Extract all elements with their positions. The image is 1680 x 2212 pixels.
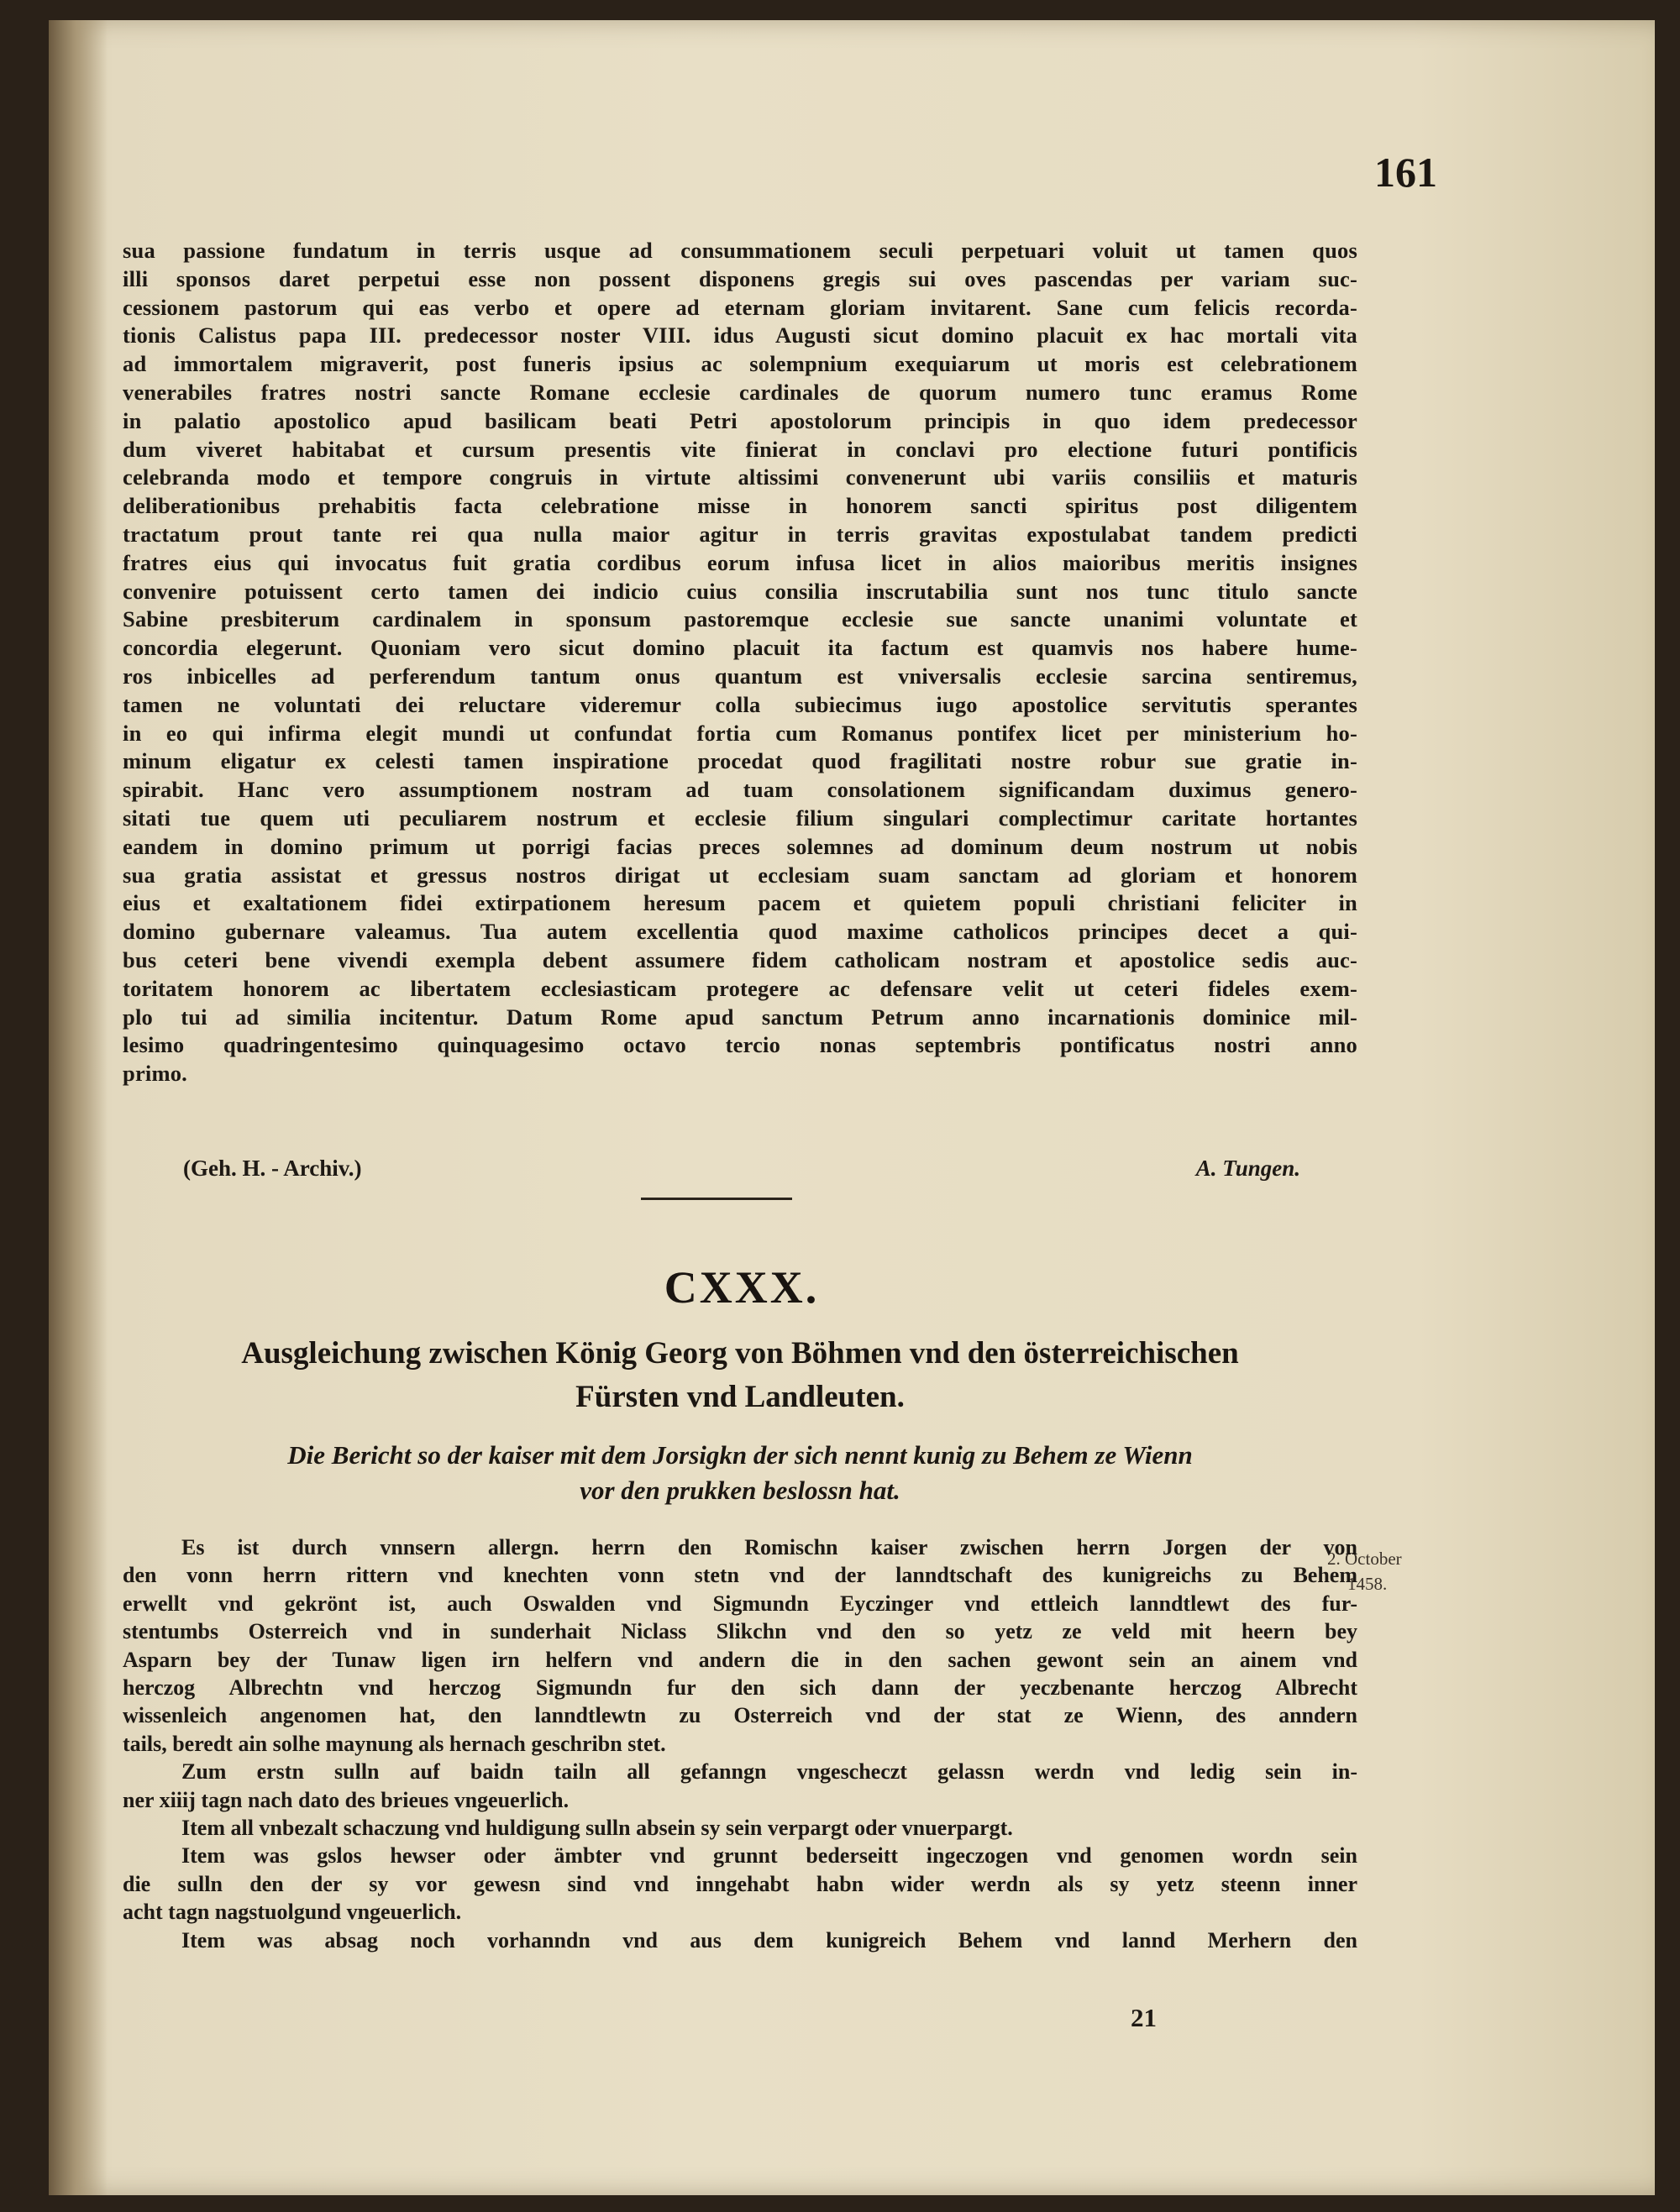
title-line: Ausgleichung zwischen König Georg von Böhmen vnd den österreichischen (241, 1336, 1239, 1371)
document-footer-row (183, 1156, 1300, 1182)
signature-mark: 21 (1131, 2003, 1157, 2032)
text-line: tails, beredt ain solhe maynung als hernach geschribn stet. (123, 1731, 666, 1756)
text-line: stentumbs Osterreich vnd in sunderhait Niclass Slikchn vnd den so yetz ze veld mit heern bey (123, 1619, 1357, 1644)
text-line: erwellt vnd gekrönt ist, auch Oswalden vnd Sigmundn Eyczinger vnd ettleich lanndtlewt des fur- (123, 1591, 1357, 1616)
margin-date-line: 1458. (1347, 1574, 1388, 1594)
page-number: 161 (1374, 149, 1437, 196)
text-line: eius et exaltationem fidei extirpationem heresum pacem et quietem populi christiani feliciter in (123, 890, 1357, 916)
text-line: in eo qui infirma elegit mundi ut confundat fortia cum Romanus pontifex licet per ministerium ho- (123, 720, 1357, 746)
book-page (49, 20, 1655, 2195)
text-line: minum eligatur ex celesti tamen inspiratione procedat quod fragilitati nostre robur sue gratie in- (123, 748, 1357, 774)
text-line: domino gubernare valeamus. Tua autem excellentia quod maxime catholicos principes decet a qui- (123, 919, 1357, 945)
text-line: Item was gslos hewser oder ämbter vnd grunnt bederseitt ingeczogen vnd genomen wordn sein (181, 1843, 1357, 1869)
text-line: ad immortalem migraverit, post funeris ipsius ac solempnium exequiarum ut moris est celebrationem (123, 351, 1357, 377)
text-line: celebranda modo et tempore congruis in virtute altissimi convenerunt ubi variis consiliis et maturis (123, 464, 1357, 490)
text-line: concordia elegerunt. Quoniam vero sicut domino placuit ita factum est quamvis nos habere hume- (123, 635, 1357, 661)
text-line: venerabiles fratres nostri sancte Romane ecclesie cardinales de quorum numero tunc eramus Rome (123, 379, 1357, 405)
text-line: Zum erstn sulln auf baidn tailn all gefanngn vngescheczt gelassn werdn vnd ledig sein in- (181, 1759, 1357, 1785)
text-line: lesimo quadringentesimo quinquagesimo octavo tercio nonas septembris pontificatus nostri anno (123, 1032, 1357, 1058)
text-line: primo. (123, 1061, 188, 1087)
section-divider (641, 1198, 792, 1200)
text-line: plo tui ad similia incitentur. Datum Rome apud sanctum Petrum anno incarnationis dominice mil- (123, 1004, 1357, 1030)
text-line: ros inbicelles ad perferendum tantum onus quantum est vniversalis ecclesie sarcina sentiremus, (123, 663, 1357, 689)
text-line: acht tagn nagstuolgund vngeuerlich. (123, 1900, 462, 1925)
margin-date-line: 2. October (1327, 1549, 1402, 1569)
text-line: dum viveret habitabat et cursum presentis vite finierat in conclavi pro electione futuri pontificis (123, 436, 1357, 462)
text-line: Asparn bey der Tunaw ligen irn helfern vnd andern die in den sachen gewont sein an ainem vnd (123, 1647, 1357, 1672)
text-line: tractatum prout tante rei qua nulla maior agitur in terris gravitas expostulabat tandem predicti (123, 521, 1357, 547)
text-line: convenire potuissent certo tamen dei indicio cuius consilia inscrutabilia sunt nos tunc titulo sancte (123, 578, 1357, 604)
text-line: Es ist durch vnnsern allergn. herrn den Romischn kaiser zwischen herrn Jorgen der von (181, 1535, 1357, 1559)
text-line: wissenleich angenomen hat, den lanndtlewtn zu Osterreich vnd der stat ze Wienn, des anndern (123, 1703, 1357, 1728)
text-line: toritatem honorem ac libertatem ecclesiasticam protegere ac defensare velit ut ceteri fideles exem- (123, 975, 1357, 1001)
text-line: tionis Calistus papa III. predecessor noster VIII. idus Augusti sicut domino placuit ex hac mortali vita (123, 322, 1357, 349)
text-line: den vonn herrn rittern vnd knechten vonn stetn vnd der lanndtschaft des kunigreichs zu Behem (123, 1563, 1357, 1588)
text-line: spirabit. Hanc vero assumptionem nostram ad tuam consolationem significandam duximus genero- (123, 777, 1357, 803)
document-subtitle (123, 1438, 1357, 1508)
text-line: sitati tue quem uti peculiarem nostrum et ecclesie filium singulari complectimur caritate hortantes (123, 805, 1357, 831)
subtitle-line: Die Bericht so der kaiser mit dem Jorsigkn der sich nennt kunig zu Behem ze Wienn (287, 1440, 1193, 1470)
text-line: Item all vnbezalt schaczung vnd huldigung sulln absein sy sein verpargt oder vnuerpargt. (181, 1816, 1013, 1841)
latin-document-text (123, 237, 1357, 1088)
text-line: illi sponsos daret perpetui esse non possent disponens gregis sui oves pascendas per variam suc- (123, 265, 1357, 291)
text-line: deliberationibus prehabitis facta celebratione misse in honorem sancti spiritus post diligentem (123, 493, 1357, 519)
page-gutter (49, 20, 108, 2195)
title-line: Fürsten vnd Landleuten. (575, 1380, 905, 1414)
text-line: herczog Albrechtn vnd herczog Sigmundn fur den sich dann der yeczbenante herczog Albrecht (123, 1675, 1357, 1701)
text-line: cessionem pastorum qui eas verbo et opere ad eternam gloriam invitarent. Sane cum felicis recorda- (123, 294, 1357, 320)
document-title (123, 1332, 1357, 1419)
charter-text (123, 1533, 1357, 1954)
signature: A. Tungen. (1195, 1156, 1300, 1181)
text-line: sua passione fundatum in terris usque ad consummationem seculi perpetuari voluit ut tamen quos (123, 238, 1357, 263)
text-line: die sulln den der sy vor gewesn sind vnd inngehabt habn wider werdn als sy yetz steenn inner (123, 1871, 1357, 1896)
text-line: tamen ne voluntati dei reluctare videremur colla subiecimus iugo apostolice servitutis sperantes (123, 691, 1357, 717)
document-number: CXXX. (664, 1262, 820, 1313)
text-line: Sabine presbiterum cardinalem in sponsum pastoremque ecclesie sue sancte unanimi voluntate et (123, 606, 1357, 632)
text-line: sua gratia assistat et gressus nostros dirigat ut ecclesiam suam sanctam ad gloriam et honorem (123, 862, 1357, 888)
text-line: in palatio apostolico apud basilicam beati Petri apostolorum principis in quo idem predecessor (123, 407, 1357, 433)
text-line: ner xiiij tagn nach dato des brieues vngeuerlich. (123, 1787, 570, 1812)
text-line: eandem in domino primum ut porrigi facias preces solemnes ad dominum deum nostrum ut nobis (123, 833, 1357, 859)
text-line: fratres eius qui invocatus fuit gratia cordibus eorum infusa licet in alios maioribus meritis insignes (123, 549, 1357, 575)
text-line: bus ceteri bene vivendi exempla debent assumere fidem catholicam nostram et apostolice sedis auc- (123, 946, 1357, 972)
subtitle-line: vor den prukken beslossn hat. (580, 1476, 900, 1505)
text-line: Item was absag noch vorhanndn vnd aus dem kunigreich Behem vnd lannd Merhern den (181, 1927, 1357, 1953)
source-note: (Geh. H. - Archiv.) (183, 1156, 362, 1181)
